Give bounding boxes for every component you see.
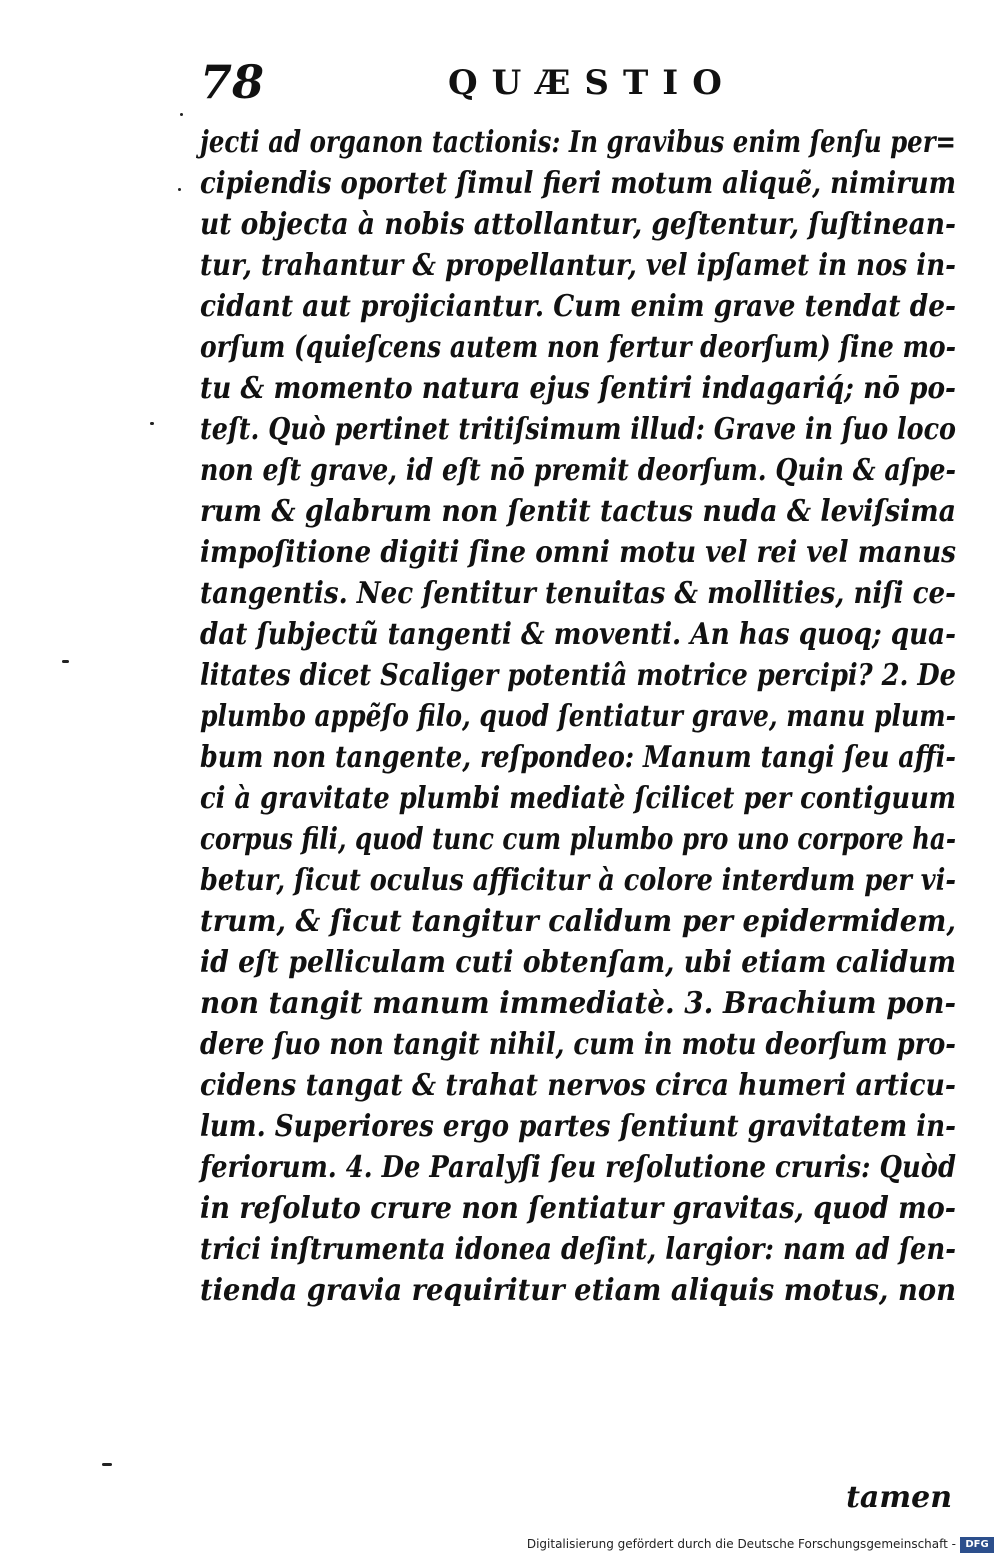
body-text bbox=[200, 122, 960, 1311]
digitization-credit: Digitalisierung gefördert durch die Deutsche Forschungsgemeinschaft - bbox=[526, 1537, 956, 1551]
text-line: cidant aut projiciantur. Cum enim grave tendat de- bbox=[200, 289, 956, 324]
scan-speck bbox=[178, 188, 181, 191]
text-line: rum & glabrum non ſentit tactus nuda & leviſsima bbox=[200, 494, 956, 529]
scan-speck bbox=[150, 422, 154, 425]
text-line: litates dicet Scaliger potentiâ motrice percipi? 2. De bbox=[200, 658, 956, 693]
text-line: cipiendis oportet ſimul fieri motum aliquẽ, nimirum bbox=[200, 166, 956, 201]
text-line: non eſt grave, id eſt nō premit deorſum. Quin & aſpe- bbox=[200, 453, 956, 488]
text-line: cidens tangat & trahat nervos circa humeri articu- bbox=[200, 1068, 956, 1103]
text-line: teſt. Quò pertinet tritiſsimum illud: Grave in ſuo loco bbox=[200, 412, 956, 447]
text-line: betur, ſicut oculus afficitur à colore interdum per vi- bbox=[200, 863, 956, 898]
scan-speck bbox=[102, 1463, 112, 1466]
text-line: corpus fili, quod tunc cum plumbo pro uno corpore ha- bbox=[200, 822, 956, 857]
text-line: dere ſuo non tangit nihil, cum in motu deorſum pro- bbox=[200, 1027, 956, 1062]
page-header bbox=[200, 55, 960, 115]
text-line: tienda gravia requiritur etiam aliquis motus, non bbox=[200, 1273, 956, 1308]
text-line: tu & momento natura ejus ſentiri indagariq́; nō po- bbox=[200, 371, 956, 406]
running-head: QUÆSTIO bbox=[448, 63, 736, 103]
text-line: plumbo appẽſo filo, quod ſentiatur grave, manu plum- bbox=[200, 699, 956, 734]
text-line: ut objecta à nobis attollantur, geſtentur, ſuſtinean- bbox=[200, 207, 956, 242]
page-number: 78 bbox=[200, 55, 265, 109]
catchword: tamen bbox=[846, 1480, 952, 1515]
text-line: trum, & ſicut tangitur calidum per epidermidem, bbox=[200, 904, 956, 939]
text-line: bum non tangente, reſpondeo: Manum tangi ſeu affi- bbox=[200, 740, 956, 775]
text-line: non tangit manum immediatè. 3. Brachium pon- bbox=[200, 986, 956, 1021]
text-line: orſum (quieſcens autem non fertur deorſum) ſine mo- bbox=[200, 330, 956, 365]
scan-speck bbox=[180, 113, 183, 116]
text-line: lum. Superiores ergo partes ſentiunt gravitatem in- bbox=[200, 1109, 956, 1144]
text-line: tur, trahantur & propellantur, vel ipſamet in nos in- bbox=[200, 248, 956, 283]
text-line: ci à gravitate plumbi mediatè ſcilicet per contiguum bbox=[200, 781, 956, 816]
text-line: id eſt pelliculam cuti obtenſam, ubi etiam calidum bbox=[200, 945, 956, 980]
text-line: in reſoluto crure non ſentiatur gravitas, quod mo- bbox=[200, 1191, 956, 1226]
text-line: trici inſtrumenta idonea deſint, largior: nam ad ſen- bbox=[200, 1232, 956, 1267]
text-line: feriorum. 4. De Paralyſi ſeu reſolutione cruris: Quòd bbox=[200, 1150, 956, 1185]
text-line: jecti ad organon tactionis: In gravibus enim ſenſu per= bbox=[200, 125, 956, 160]
text-line: dat ſubjectũ tangenti & moventi. An has quoq; qua- bbox=[200, 617, 956, 652]
dfg-logo: DFG bbox=[960, 1537, 994, 1553]
text-line: impoſitione digiti ſine omni motu vel rei vel manus bbox=[200, 535, 956, 570]
scan-speck bbox=[62, 660, 69, 663]
text-line: tangentis. Nec ſentitur tenuitas & mollities, niſi ce- bbox=[200, 576, 956, 611]
